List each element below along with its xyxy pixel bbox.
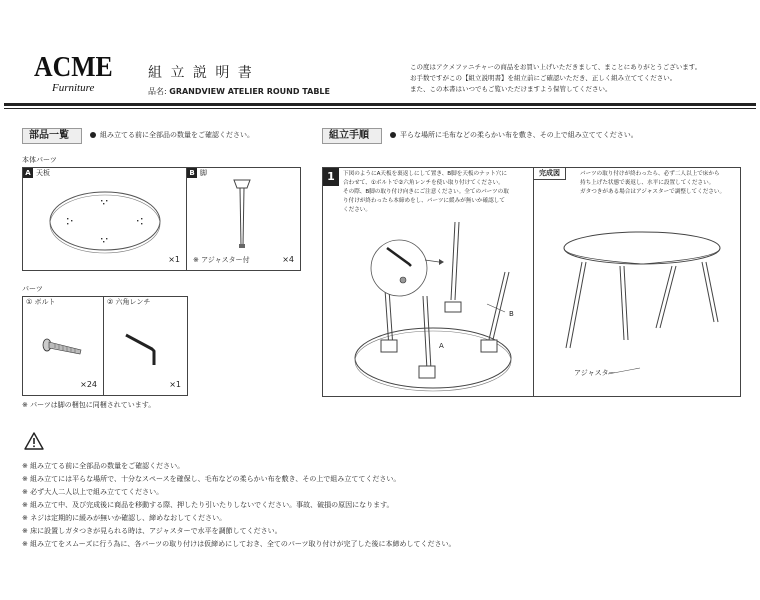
bolt-icon — [41, 335, 87, 361]
warning-item: ※ 必ず大人二人以上で組み立ててください。 — [22, 488, 164, 496]
hardware-item-header — [26, 297, 56, 308]
step-number: 1 — [323, 168, 339, 186]
part-tag: B — [187, 168, 197, 178]
adjuster-callout: アジャスター — [574, 369, 616, 377]
hardware-item-header — [107, 297, 150, 308]
hardware-qty: ×1 — [169, 380, 181, 389]
complete-line: 持ち上げた状態で裏返し、水平に設置してください。 — [580, 180, 715, 186]
part-tag: A — [23, 168, 33, 178]
body-parts-label: 本体パーツ — [22, 156, 57, 164]
step-1-box — [322, 167, 534, 397]
hex-wrench-icon — [122, 327, 172, 367]
assembly-diagram — [327, 220, 531, 395]
hardware-label: パーツ — [22, 285, 43, 293]
part-b-box — [186, 167, 301, 271]
step-line: 下図のようにA天板を裏返しにして置き、B脚を天板のナット穴に — [343, 171, 507, 177]
notice-line: また、この本書はいつでもご覧いただけますよう保管してください。 — [410, 85, 612, 93]
hardware-name: 六角レンチ — [115, 298, 151, 306]
hardware-tag: ① — [26, 298, 33, 306]
warning-item: ※ 組み立てる前に全部品の数量をご確認ください。 — [22, 462, 185, 470]
complete-line: ガタつきがある場合はアジャスターで調整してください。 — [580, 189, 726, 195]
diagram-label-a: A — [439, 342, 444, 350]
assembly-instruction — [390, 130, 638, 141]
brand-logo — [34, 54, 112, 100]
bullet-icon — [90, 132, 96, 138]
complete-text — [580, 170, 740, 197]
leg-illustration — [227, 178, 257, 250]
complete-label: 完成図 — [534, 168, 566, 180]
hardware-name: ボルト — [34, 298, 56, 306]
notice-line: この度はアクメファニチャーの商品をお買い上げいただきまして、まことにありがとうございます。 — [410, 63, 702, 71]
diagram-label-b: B — [509, 310, 514, 318]
step-line: り付けが終わったら本締めをし、パーツに緩みが無いか確認して — [343, 198, 505, 204]
tabletop-illustration — [45, 186, 165, 256]
assembly-section-heading: 組立手順 — [322, 128, 382, 144]
part-a-box — [22, 167, 187, 271]
part-qty: ×1 — [168, 255, 180, 264]
header-notice — [410, 62, 750, 95]
product-prefix: 品名: — [148, 87, 167, 96]
step-line: ください。 — [343, 207, 371, 213]
part-qty: ×4 — [282, 255, 294, 264]
part-name: 天板 — [36, 169, 50, 177]
hardware-tag: ② — [107, 298, 114, 306]
warning-item: ※ ネジは定期的に緩みが無いか確認し、締めなおしてください。 — [22, 514, 227, 522]
parts-instruction-text: 組み立てる前に全部品の数量をご確認ください。 — [100, 131, 254, 139]
logo-sub-text: Furniture — [52, 82, 95, 94]
step-line: 合わせて、①ボルトで②六角レンチを使い取り付けてください。 — [343, 180, 504, 186]
step-line: その際、B脚の取り付け向きにご注意ください。全てのパーツの取 — [343, 189, 509, 195]
logo-main-text: ACME — [34, 52, 113, 83]
header-rule-thin — [4, 108, 756, 109]
completed-table-illustration — [544, 218, 734, 388]
product-name: GRANDVIEW ATELIER ROUND TABLE — [169, 87, 330, 96]
warning-triangle-icon — [24, 432, 44, 450]
document-title: 組 立 説 明 書 — [148, 65, 254, 81]
parts-footnote: ※ パーツは脚の梱包に同梱されています。 — [22, 401, 156, 409]
warning-item: ※ 組み立て中、及び完成後に商品を移動する際、押したり引いたりしないでください。事故、破損の原因になります。 — [22, 501, 394, 509]
hardware-qty: ×24 — [80, 380, 97, 389]
complete-line: パーツの取り付けが終わったら、必ず二人以上で床から — [580, 171, 720, 177]
warning-item: ※ 組み立てをスムーズに行う為に、各パーツの取り付けは仮締めにしておき、全てのパーツ取り付けが完了した後に本締めしてください。 — [22, 540, 456, 548]
bullet-icon — [390, 132, 396, 138]
assembly-instruction-text: 平らな場所に毛布などの柔らかい布を敷き、その上で組み立ててください。 — [400, 131, 638, 139]
hex-wrench-box — [103, 296, 188, 396]
part-name: 脚 — [200, 169, 207, 177]
warnings-list — [22, 460, 742, 551]
parts-instruction — [90, 130, 254, 141]
product-line — [148, 86, 330, 97]
parts-section-heading: 部品一覧 — [22, 128, 82, 144]
warning-item: ※ 組み立てには平らな場所で、十分なスペースを確保し、毛布などの柔らかい布を敷き、その上で組み立ててください。 — [22, 475, 401, 483]
part-note: ※ アジャスター付 — [193, 256, 250, 264]
bolt-box — [22, 296, 104, 396]
step-text — [343, 170, 533, 215]
notice-line: お手数ですがこの【組立説明書】を組立前にご確認いただき、正しく組み立ててください。 — [410, 74, 677, 82]
warning-item: ※ 床に設置しガタつきが見られる時は、アジャスターで水平を調節してください。 — [22, 527, 282, 535]
complete-view-box — [533, 167, 741, 397]
header-rule — [4, 103, 756, 106]
